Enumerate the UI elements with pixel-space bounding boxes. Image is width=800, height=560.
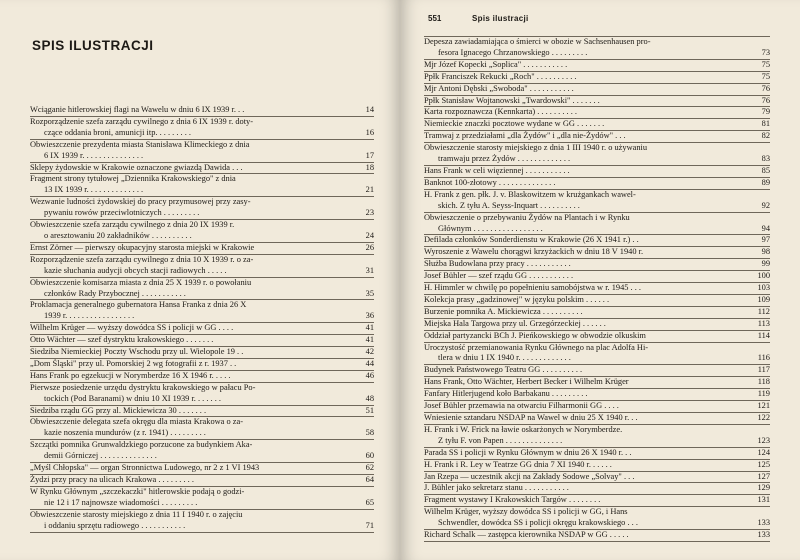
entry-page-number: 133 [757,518,770,528]
list-item [30,278,374,300]
entry-text: Głównym . . . . . . . . . . . . . . . . . [438,223,543,233]
entry-text: pywaniu rowów przeciwlotniczych . . . . . . . . . [44,208,200,218]
entry-text: demii Górniczej . . . . . . . . . . . . . . [44,451,157,461]
entry-text: Tramwaj z przedziałami „dla Żydów" i „dla nie-Żydów" . . . [424,131,626,141]
entry-text: Wyroszenie z Wawelu chorągwi krzyżackich w dniu 18 V 1940 r. [424,247,644,257]
entry-page-number: 41 [365,335,374,345]
list-item [424,295,770,306]
entry-text: H. Frank i W. Frick na ławie oskarżonych w Norymberdze. [424,424,623,434]
entry-text: kazie słuchania audycji obcych stacji radiowych . . . . . [44,265,227,275]
entry-text: Uroczystość przemianowania Rynku Głównego na plac Adolfa Hi- [424,342,649,352]
list-item [424,37,770,59]
entry-page-number: 48 [365,393,374,403]
entry-text: Budynek Państwowego Teatru GG . . . . . . . . . . [424,365,583,375]
entry-text: Jan Rzepa — uczestnik akcji na Zakłady Sodowe „Solvay" . . . [424,471,635,481]
list-item [30,117,374,139]
entry-page-number: 75 [761,71,770,81]
list-item [30,371,374,382]
list-item [424,131,770,142]
entry-page-number: 60 [365,451,374,461]
list-item [424,96,770,107]
entry-text: tlera w dniu 1 IX 1940 r. . . . . . . . . . . . . [438,353,571,363]
entry-text: Służba Budowlana przy pracy . . . . . . . . . . . [424,259,571,269]
entry-text: Szczątki pomnika Grunwaldzkiego porzucone za budynkiem Aka- [30,440,253,450]
entry-text: Wciąganie hitlerowskiej flagi na Wawelu w dniu 6 IX 1939 r. . . [30,105,245,114]
list-item [424,495,770,506]
entry-text: Obwieszczenie starosty miejskiego z dnia 1 III 1940 r. o używaniu [424,143,648,153]
entry-text: Ppłk Stanisław Wojtanowski „Twardowski" . . . . . . . [424,95,600,105]
list-item [424,143,770,165]
list-item [30,243,374,254]
list-item [424,365,770,376]
list-item [30,359,374,370]
entry-page-number: 31 [365,265,374,275]
entry-page-number: 35 [365,288,374,298]
list-item [424,166,770,177]
list-item [424,401,770,412]
entry-text: Fragment wystawy I Krakowskich Targów . . . . . . . . [424,495,601,505]
right-page [400,0,800,560]
entry-page-number: 24 [365,230,374,240]
entry-page-number: 113 [757,318,770,328]
entry-text: 13 IX 1939 r. . . . . . . . . . . . . . [44,185,144,195]
list-item [424,530,770,541]
entry-page-number: 41 [365,323,374,333]
list-item [30,255,374,277]
entry-page-number: 114 [757,330,770,340]
entry-page-number: 76 [761,95,770,105]
entry-text: Obwieszczenie starosty miejskiego z dnia 11 I 1940 r. o zajęciu [30,509,243,519]
entry-text: Karta rozpoznawcza (Kennkarta) . . . . . . . . . . [424,107,578,117]
list-item [30,300,374,322]
list-item [424,472,770,483]
entry-page-number: 81 [761,119,770,129]
entry-page-number: 129 [757,483,770,493]
entry-text: H. Himmler w chwilę po popełnieniu samobójstwa w r. 1945 . . . [424,283,642,293]
entry-page-number: 103 [757,283,770,293]
entry-page-number: 131 [757,495,770,505]
list-item [30,220,374,242]
entry-text: Rozporządzenie szefa zarządu cywilnego z dnia 10 X 1939 r. o za- [30,254,254,264]
entry-page-number: 124 [757,447,770,457]
entry-page-number: 122 [757,413,770,422]
entry-text: Wilhelm Krüger — wyższy dowódca SS i policji w GG . . . . [30,323,234,333]
illustration-list-left [30,105,374,533]
entry-page-number: 71 [365,520,374,530]
entry-text: Miejska Hala Targowa przy ul. Grzegórzeckiej . . . . . . [424,318,606,328]
entry-text: Żydzi przy pracy na ulicach Krakowa . . . . . . . . . [30,475,194,484]
list-item [424,119,770,130]
list-item [424,507,770,529]
entry-page-number: 99 [761,259,770,269]
entry-text: Siedziba Niemieckiej Poczty Wschodu przy ul. Wielopole 19 . . [30,347,244,357]
entry-text: członków Rady Przybocznej . . . . . . . . . . . [44,288,186,298]
entry-page-number: 44 [365,358,374,368]
entry-text: Parada SS i policji w Rynku Głównym w dniu 26 X 1940 r. . . [424,447,632,457]
list-item [30,383,374,405]
left-page-content [30,38,374,533]
entry-page-number: 65 [365,497,374,507]
entry-text: Obwieszczenie o przebywaniu Żydów na Plantach i w Rynku [424,212,630,222]
entry-text: Burzenie pomnika A. Mickiewicza . . . . . . . . . . [424,306,583,316]
list-item [424,84,770,95]
list-item [30,140,374,162]
list-item [30,406,374,417]
entry-page-number: 97 [761,235,770,245]
list-item [30,323,374,334]
entry-page-number: 58 [365,428,374,438]
entry-page-number: 62 [365,463,374,473]
entry-text: Depesza zawiadamiająca o śmierci w obozie w Sachsenhausen pro- [424,37,651,46]
entry-page-number: 17 [365,150,374,160]
entry-page-number: 121 [757,401,770,411]
entry-text: „Myśl Chłopska" — organ Stronnictwa Ludowego, nr 2 z 1 VI 1943 [30,463,260,473]
entry-text: Obwieszczenie delegata szefa okręgu dla miasta Krakowa o za- [30,417,243,427]
entry-page-number: 46 [365,370,374,380]
entry-text: Niemieckie znaczki pocztowe wydane w GG . . . . . . . [424,119,605,129]
entry-page-number: 85 [761,165,770,175]
entry-text: Hans Frank w celi więziennej . . . . . . . . . . . [424,165,570,175]
list-item [30,440,374,462]
entry-page-number: 64 [365,475,374,484]
list-item [424,319,770,330]
entry-page-number: 109 [757,294,770,304]
entry-text: 1939 r. . . . . . . . . . . . . . . . . [44,311,135,321]
page-title: SPIS ILUSTRACJI [32,38,154,53]
entry-page-number: 100 [757,271,770,281]
entry-page-number: 83 [761,154,770,164]
list-item [424,60,770,71]
entry-text: J. Bühler jako sekretarz stanu . . . . . . . . . . . [424,483,569,493]
entry-text: skich. Z tyłu A. Seyss-Inquart . . . . . . . . . . [438,200,580,210]
entry-text: nie 12 i 17 najnowsze wiadomości . . . . . . . . . [44,497,198,507]
entry-text: W Rynku Głównym „szczekaczki" hitlerowskie podają o godzi- [30,486,245,496]
entry-text: czące oddania broni, amunicji itp. . . . . . . . . [44,127,191,137]
entry-text: i oddaniu sprzętu radiowego . . . . . . . . . . . [44,520,186,530]
entry-page-number: 127 [757,471,770,481]
entry-text: fesora Ignacego Chrzanowskiego . . . . . . . . . [438,47,588,57]
list-item [30,463,374,474]
running-header [428,14,770,28]
list-item [30,347,374,358]
entry-page-number: 94 [761,223,770,233]
list-item [424,247,770,258]
list-item [424,448,770,459]
list-item [30,510,374,532]
entry-page-number: 21 [365,185,374,195]
entry-page-number: 79 [761,107,770,117]
entry-text: Proklamacja generalnego gubernatora Hansa Franka z dnia 26 X [30,300,247,310]
entry-text: Defilada członków Sonderdienstu w Krakowie (26 X 1941 r.) . . [424,235,639,245]
entry-text: Sklepy żydowskie w Krakowie oznaczone gwiazdą Dawida . . . [30,162,243,172]
entry-page-number: 18 [365,162,374,172]
entry-page-number: 98 [761,247,770,257]
entry-text: Hans Frank, Otto Wächter, Herbert Becker i Wilhelm Krüger [424,377,629,387]
list-item [424,72,770,83]
entry-text: Mjr Józef Kopecki „Soplica" . . . . . . . . . . . [424,59,568,69]
list-item [30,487,374,509]
entry-text: tockich (Pod Baranami) w dniu 10 XI 1939 r. . . . . . . [44,393,222,403]
running-header-title: Spis ilustracji [472,14,529,23]
entry-page-number: 125 [757,459,770,469]
list-item [30,174,374,196]
list-item [30,163,374,174]
list-item [424,235,770,246]
entry-page-number: 119 [757,389,770,399]
entry-page-number: 133 [757,530,770,540]
list-item [424,213,770,235]
entry-text: tramwaju przez Żydów . . . . . . . . . . . . . [438,154,571,164]
list-item [424,331,770,342]
list-item [424,413,770,424]
list-item [424,178,770,189]
entry-text: H. Frank i R. Ley w Teatrze GG dnia 7 XI 1940 r. . . . . . [424,459,612,469]
list-item [30,197,374,219]
entry-text: Richard Schalk — zastępca kierownika NSDAP w GG . . . . . [424,530,629,540]
list-item [30,417,374,439]
entry-text: kazie noszenia mundurów (z r. 1941) . . . . . . . . . [44,428,206,438]
illustration-list-right [424,37,770,542]
list-item [424,107,770,118]
entry-text: o aresztowaniu 20 zakładników . . . . . . . . . . [44,230,192,240]
entry-page-number: 76 [761,83,770,93]
list-item [424,389,770,400]
entry-page-number: 23 [365,208,374,218]
entry-text: Otto Wächter — szef dystryktu krakowskiego . . . . . . . [30,335,214,345]
entry-text: 6 IX 1939 r. . . . . . . . . . . . . . . [44,150,144,160]
entry-text: H. Frank z gen. płk. J. v. Blaskowitzem w krużgankach wawel- [424,189,636,199]
list-item [424,425,770,447]
row-rule [424,541,770,542]
entry-text: Fragment strony tytułowej „Dziennika Krakowskiego" z dnia [30,174,236,184]
entry-page-number: 14 [365,105,374,114]
entry-page-number: 16 [365,127,374,137]
entry-page-number: 42 [365,347,374,357]
list-item [424,377,770,388]
entry-text: Josef Bühler przemawia na otwarciu Filharmonii GG . . . . [424,401,619,411]
entry-text: Pierwsze posiedzenie urzędu dystryktu krakowskiego w pałacu Po- [30,382,256,392]
entry-text: Josef Bühler — szef rządu GG . . . . . . . . . . . [424,271,574,281]
entry-page-number: 112 [757,306,770,316]
entry-text: Ppłk Franciszek Rekucki „Roch" . . . . . . . . . . [424,71,577,81]
entry-page-number: 123 [757,435,770,445]
page-number: 551 [428,14,442,23]
entry-text: Schwendler, dowódca SS i policji okręgu krakowskiego . . . [438,518,638,528]
entry-text: Obwieszczenie komisarza miasta z dnia 25 X 1939 r. o powołaniu [30,277,252,287]
entry-page-number: 73 [761,47,770,57]
entry-text: „Dom Śląski" przy ul. Pomorskiej 2 wg fotografii z r. 1937 . . [30,358,237,368]
entry-page-number: 36 [365,311,374,321]
entry-text: Oddział partyzancki BCh J. Pieńkowskiego w obwodzie olkuskim [424,330,646,340]
entry-text: Z tyłu F. von Papen . . . . . . . . . . . . . . [438,435,563,445]
list-item [424,343,770,365]
list-item [424,259,770,270]
entry-page-number: 117 [757,365,770,375]
list-item [424,307,770,318]
entry-text: Wilhelm Krüger, wyższy dowódca SS i policji w GG, i Hans [424,507,628,517]
entry-text: Wniesienie sztandaru NSDAP na Wawel w dniu 25 X 1940 r. . . [424,413,638,422]
entry-text: Fanfary Hitlerjugend koło Barbakanu . . . . . . . . . [424,389,588,399]
entry-page-number: 75 [761,59,770,69]
list-item [424,283,770,294]
entry-text: Banknot 100-złotowy . . . . . . . . . . . . . . [424,177,556,187]
entry-page-number: 89 [761,177,770,187]
entry-page-number: 26 [365,242,374,252]
row-rule [30,532,374,533]
entry-page-number: 51 [365,405,374,415]
entry-text: Siedziba rządu GG przy al. Mickiewicza 30 . . . . . . . [30,405,207,415]
entry-text: Kolekcja prasy „gadzinowej" w języku polskim . . . . . . [424,294,610,304]
list-item [30,105,374,116]
entry-text: Obwieszczenie szefa zarządu cywilnego z dnia 20 IX 1939 r. [30,220,235,230]
list-item [30,335,374,346]
entry-text: Hans Frank po egzekucji w Norymberdze 16 X 1946 r. . . . . [30,370,231,380]
entry-text: Obwieszczenie prezydenta miasta Stanisława Klimeckiego z dnia [30,139,250,149]
entry-text: Wezwanie ludności żydowskiej do pracy przymusowej przy zasy- [30,197,251,207]
entry-page-number: 92 [761,200,770,210]
list-item [424,483,770,494]
list-item [30,475,374,486]
entry-page-number: 116 [757,353,770,363]
right-page-content [424,36,770,542]
list-item [424,271,770,282]
entry-text: Ernst Zörner — pierwszy okupacyjny starosta miejski w Krakowie [30,242,255,252]
entry-page-number: 118 [757,377,770,387]
entry-page-number: 82 [761,131,770,141]
entry-text: Mjr Antoni Dębski „Swoboda" . . . . . . . . . . . [424,83,574,93]
entry-text: Rozporządzenie szefa zarządu cywilnego z dnia 6 IX 1939 r. doty- [30,116,254,126]
list-item [424,190,770,212]
list-item [424,460,770,471]
